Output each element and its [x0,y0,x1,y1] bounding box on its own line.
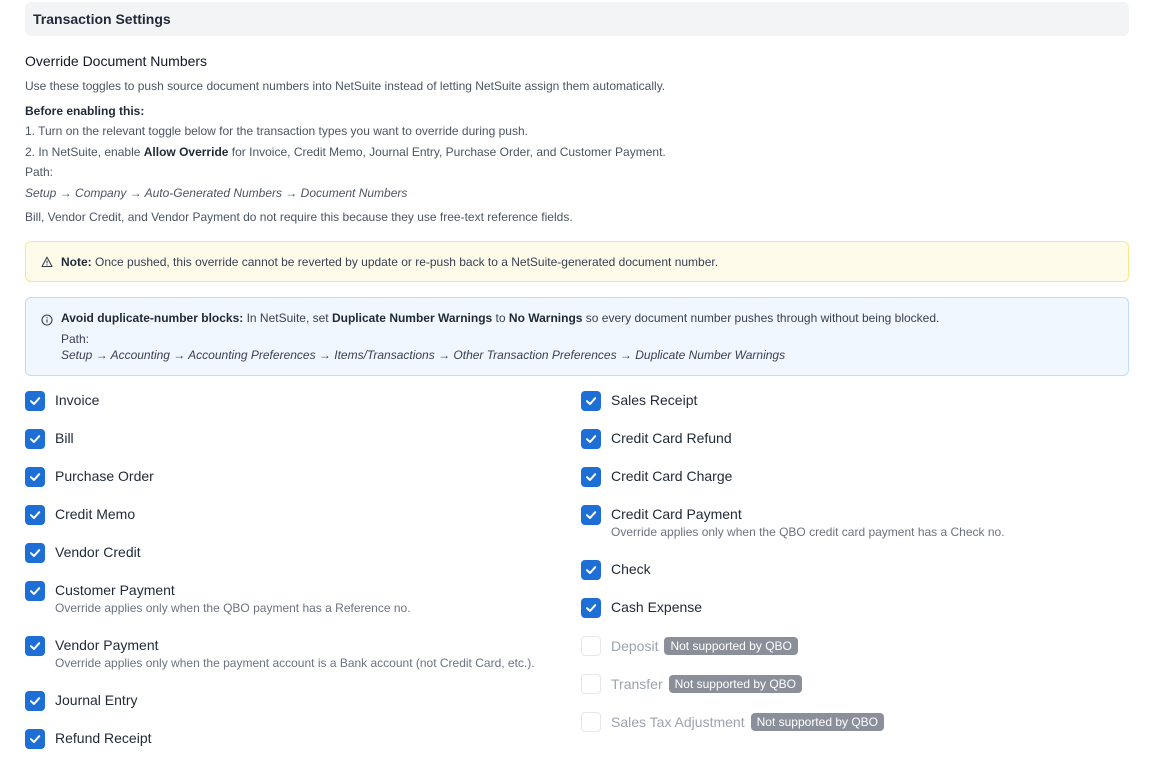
info-path-label: Path: [61,332,90,346]
override-description: Use these toggles to push source document numbers into NetSuite instead of letting NetSuite assign them automatically. [25,79,666,93]
info-banner [25,297,1129,376]
checkbox-label: Check [611,561,651,577]
checkbox-refund-receipt[interactable] [25,729,45,749]
note-text: Note: Once pushed, this override cannot be reverted by update or re-push back to a NetSuite-generated document number. [61,255,719,269]
warning-triangle-icon [41,256,53,268]
checkbox-purchase-order[interactable] [25,467,45,487]
not-supported-badge: Not supported by QBO [664,637,797,655]
checkbox-label: Credit Memo [55,506,136,522]
checkbox-customer-payment[interactable] [25,581,45,601]
checkbox-cash-expense[interactable] [581,598,601,618]
checkbox-label: Transfer Not supported by QBO [611,675,802,693]
checkbox-credit-card-refund[interactable] [581,429,601,449]
checkbox-label: Bill [55,430,74,446]
checkmark-icon [584,470,598,484]
checkmark-icon [584,508,598,522]
checkmark-icon [28,546,42,560]
info-text: Avoid duplicate-number blocks: In NetSuite, set Duplicate Number Warnings to No Warnings so every document number pushes through without being blocked. [61,311,940,325]
note-banner [25,241,1129,282]
checkbox-credit-memo[interactable] [25,505,45,525]
info-circle-icon [41,314,53,326]
checkmark-icon [28,584,42,598]
checkmark-icon [584,394,598,408]
section-header [25,2,1129,36]
checkbox-label: Deposit Not supported by QBO [611,637,798,655]
checkmark-icon [584,601,598,615]
checkbox-label: Purchase Order [55,468,154,484]
checkbox-vendor-payment[interactable] [25,636,45,656]
checkbox-check[interactable] [581,560,601,580]
checkbox-invoice[interactable] [25,391,45,411]
checkbox-credit-card-charge[interactable] [581,467,601,487]
checkbox-label: Invoice [55,392,100,408]
checkbox-label: Customer Payment [55,582,175,598]
checkbox-label: Cash Expense [611,599,703,615]
checkbox-label: Credit Card Refund [611,430,732,446]
checkbox-description: Override applies only when the QBO payment has a Reference no. [55,601,411,615]
before-enabling-label: Before enabling this: [25,104,145,118]
checkbox-sales-receipt[interactable] [581,391,601,411]
checkbox-description: Override applies only when the QBO credit card payment has a Check no. [611,525,1005,539]
checkbox-sales-tax-adjustment [581,712,601,732]
checkbox-label: Credit Card Payment [611,506,742,522]
path-label: Path: [25,165,54,179]
checkbox-credit-card-payment[interactable] [581,505,601,525]
checkbox-label: Journal Entry [55,692,138,708]
checkbox-description: Override applies only when the payment account is a Bank account (not Credit Card, etc.). [55,656,535,670]
checkbox-label: Vendor Credit [55,544,141,560]
checkbox-label: Sales Receipt [611,392,698,408]
checkmark-icon [28,470,42,484]
checkbox-deposit [581,636,601,656]
checkbox-label: Sales Tax Adjustment Not supported by QBO [611,713,884,731]
footnote: Bill, Vendor Credit, and Vendor Payment do not require this because they use free-text reference fields. [25,210,573,224]
checkmark-icon [28,694,42,708]
not-supported-badge: Not supported by QBO [669,675,802,693]
duplicate-warnings-path: Setup → Accounting → Accounting Preferences → Items/Transactions → Other Transaction Preferences → Duplicate Number Warnings [61,348,786,362]
checkbox-label: Credit Card Charge [611,468,733,484]
not-supported-badge: Not supported by QBO [751,713,884,731]
checkbox-label: Vendor Payment [55,637,159,653]
checkmark-icon [28,432,42,446]
checkmark-icon [28,732,42,746]
section-title: Transaction Settings [33,11,171,27]
step-2: 2. In NetSuite, enable Allow Override for Invoice, Credit Memo, Journal Entry, Purchase Order, and Customer Payment. [25,145,666,159]
checkbox-journal-entry[interactable] [25,691,45,711]
override-heading: Override Document Numbers [25,53,208,69]
checkmark-icon [584,563,598,577]
checkbox-label: Refund Receipt [55,730,152,746]
step-1: 1. Turn on the relevant toggle below for the transaction types you want to override during push. [25,124,528,138]
checkmark-icon [584,432,598,446]
document-numbers-path: Setup → Company → Auto-Generated Numbers → Document Numbers [25,186,408,200]
checkbox-vendor-credit[interactable] [25,543,45,563]
checkbox-bill[interactable] [25,429,45,449]
checkmark-icon [28,639,42,653]
checkmark-icon [28,394,42,408]
checkmark-icon [28,508,42,522]
checkbox-transfer [581,674,601,694]
